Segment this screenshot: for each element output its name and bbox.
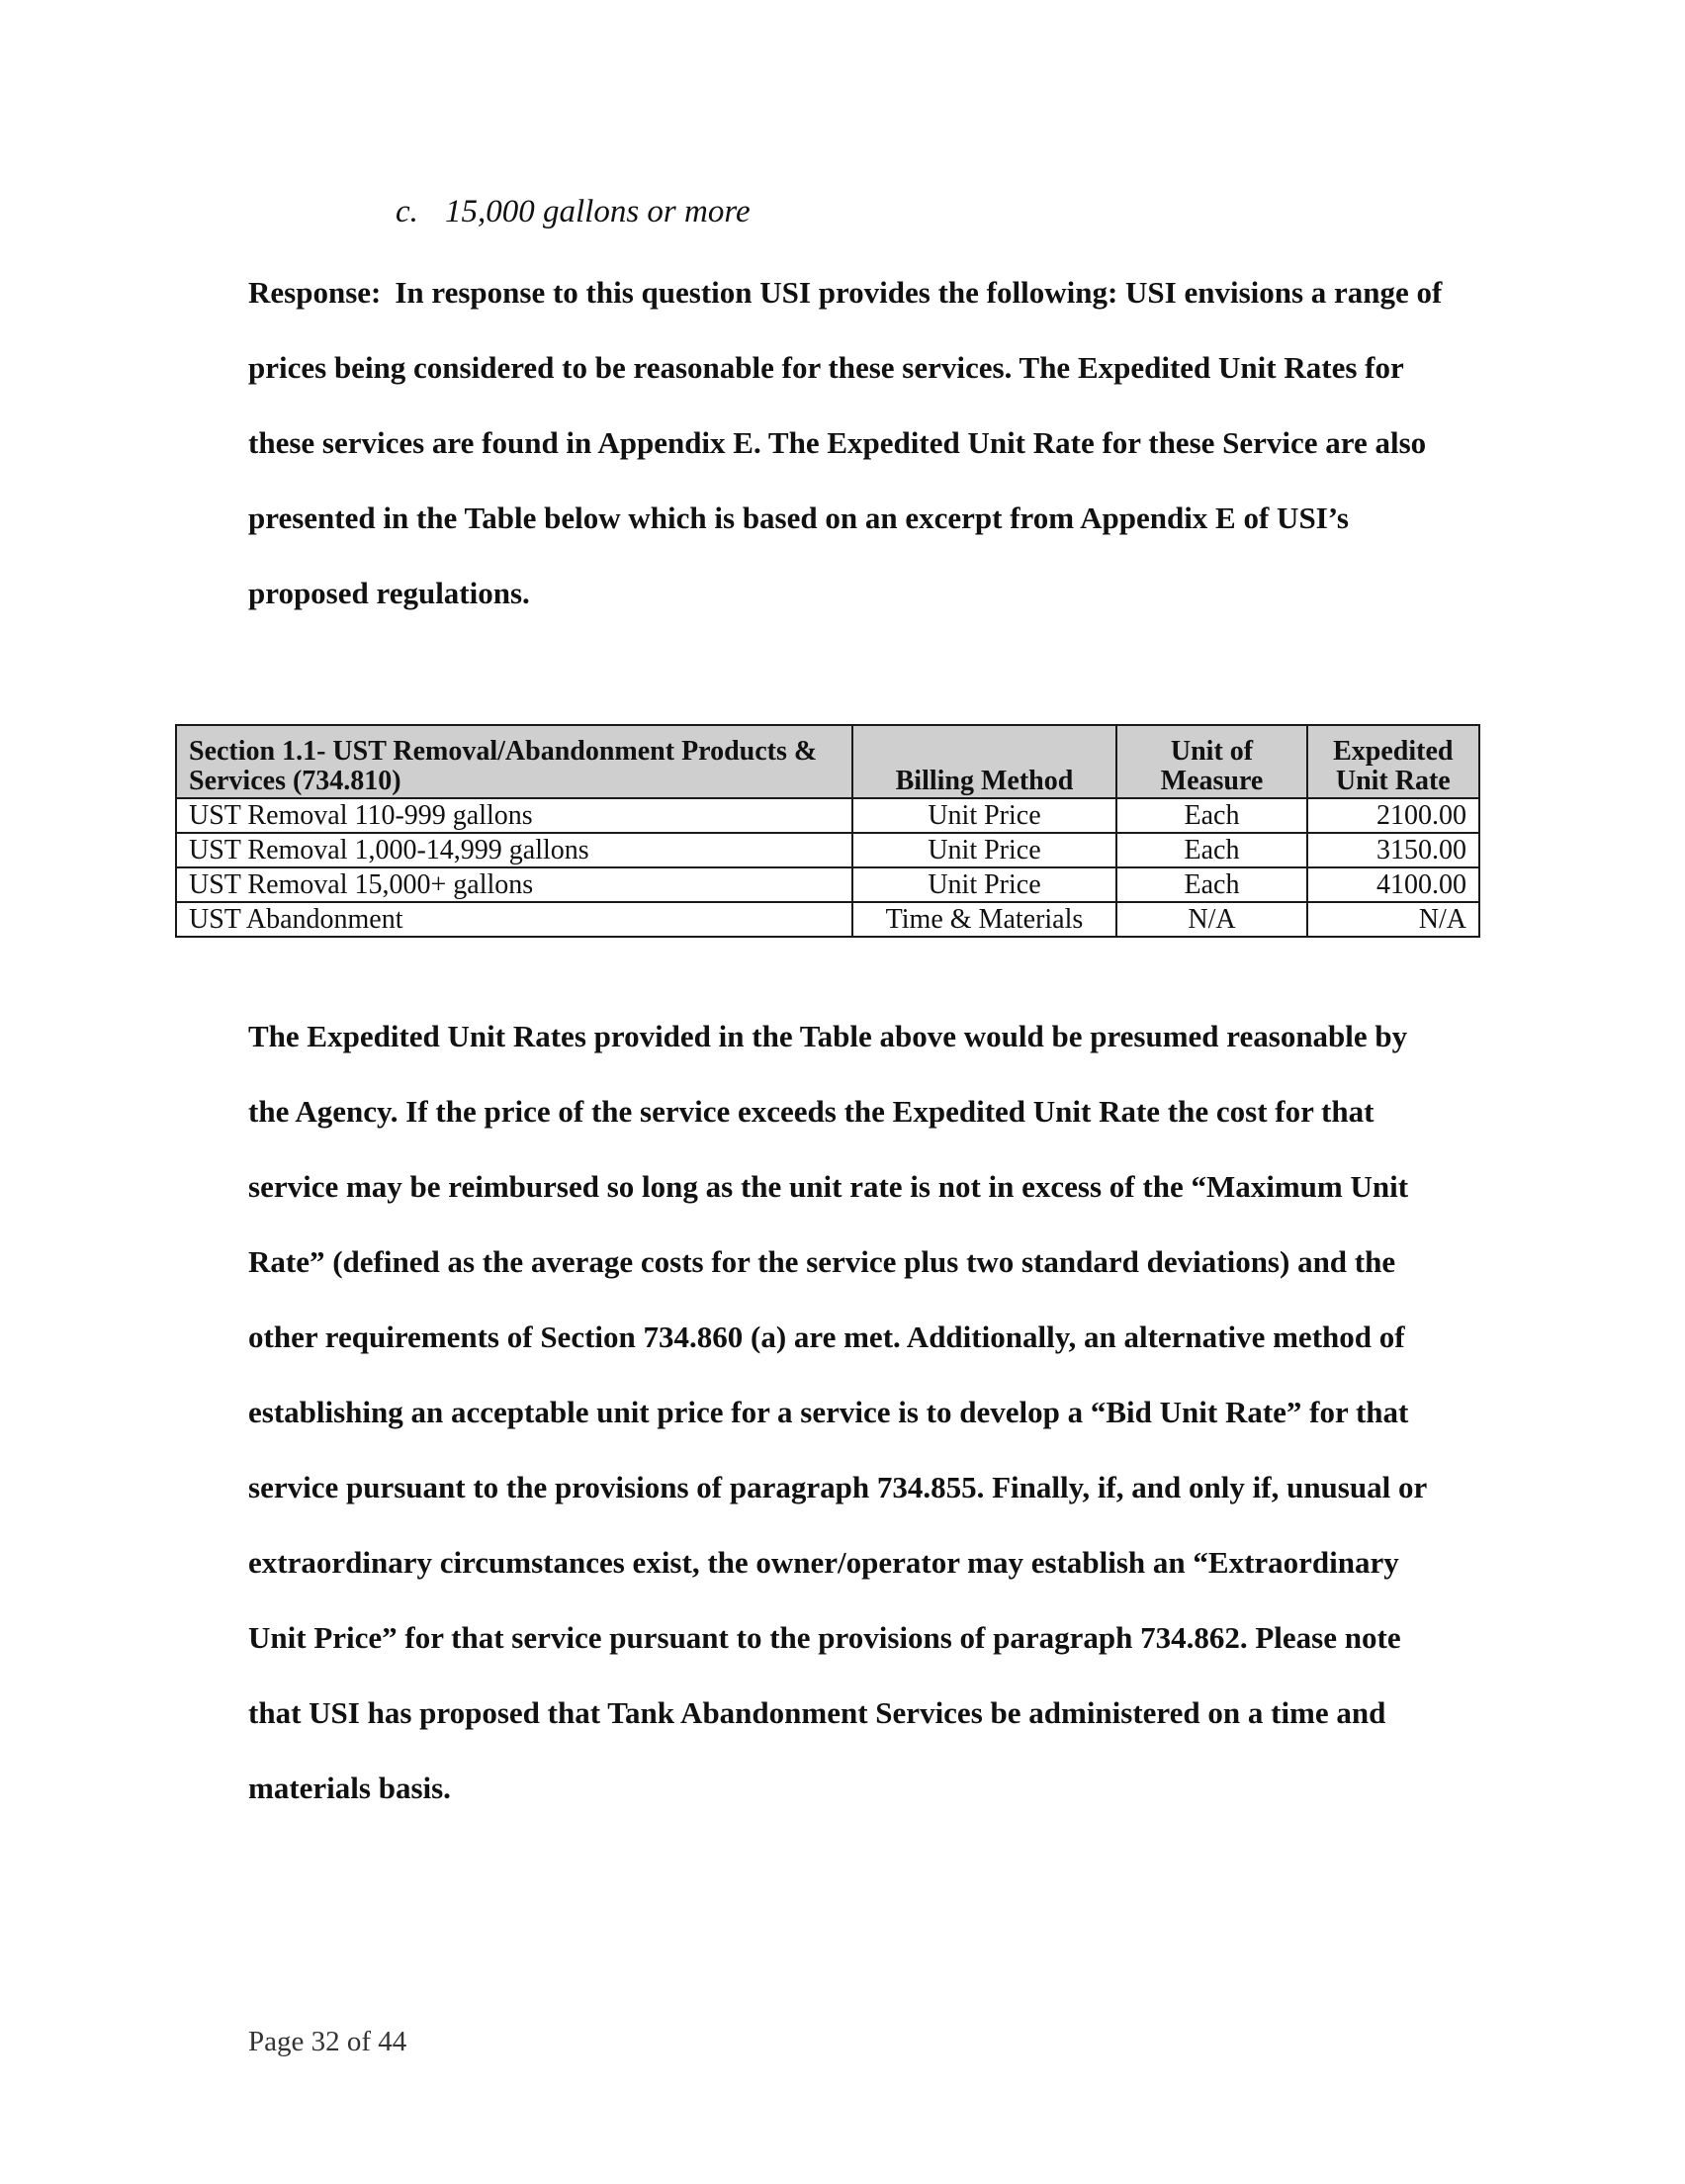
- cell-rate: 3150.00: [1307, 833, 1479, 867]
- cell-service: UST Removal 15,000+ gallons: [176, 867, 852, 902]
- cell-billing-method: Unit Price: [852, 798, 1117, 833]
- cell-rate: N/A: [1307, 902, 1479, 937]
- list-subitem: [396, 194, 751, 230]
- cell-unit: Each: [1116, 867, 1306, 902]
- subitem-letter: c.: [396, 194, 418, 229]
- header-unit-of-measure: Unit of Measure: [1116, 725, 1306, 798]
- header-billing-method: Billing Method: [852, 725, 1117, 798]
- cell-unit: N/A: [1116, 902, 1306, 937]
- response-label: Response:: [248, 275, 382, 310]
- table-row: [176, 833, 1479, 867]
- cell-billing-method: Unit Price: [852, 833, 1117, 867]
- cell-rate: 2100.00: [1307, 798, 1479, 833]
- header-section: Section 1.1- UST Removal/Abandonment Products & Services (734.810): [176, 725, 852, 798]
- cell-service: UST Abandonment: [176, 902, 852, 937]
- cell-billing-method: Time & Materials: [852, 902, 1117, 937]
- cell-unit: Each: [1116, 833, 1306, 867]
- closing-paragraph: The Expedited Unit Rates provided in the Table above would be presumed reasonable by the Agency. If the price of the service exceeds the Expedited Unit Rate the cost for that service may be reimbursed so long as the unit rate is not in excess of the “Maximum Unit Rate” (defined as the average costs for the service plus two standard deviations) and the other requirements of Section 734.860 (a) are met. Additionally, an alternative method of establishing an acceptable unit price for a service is to develop a “Bid Unit Rate” for that service pursuant to the provisions of paragraph 734.855. Finally, if, and only if, unusual or extraordinary circumstances exist, the owner/operator may establish an “Extraordinary Unit Price” for that service pursuant to the provisions of paragraph 734.862. Please note that USI has proposed that Tank Abandonment Services be administered on a time and materials basis.: [248, 1019, 1427, 1805]
- cell-billing-method: Unit Price: [852, 867, 1117, 902]
- cell-service: UST Removal 1,000-14,999 gallons: [176, 833, 852, 867]
- rates-table: [175, 724, 1480, 938]
- table-row: [176, 798, 1479, 833]
- cell-rate: 4100.00: [1307, 867, 1479, 902]
- page-number-footer: Page 32 of 44: [248, 2026, 407, 2057]
- table-header-row: [176, 725, 1479, 798]
- cell-service: UST Removal 110-999 gallons: [176, 798, 852, 833]
- table-row: [176, 902, 1479, 937]
- response-text: In response to this question USI provides the following: USI envisions a range of prices being considered to be reasonable for these services. The Expedited Unit Rates for these services are found in Appendix E. The Expedited Unit Rate for these Service are also presented in the Table below which is based on an excerpt from Appendix E of USI’s proposed regulations.: [248, 275, 1443, 610]
- table-row: [176, 867, 1479, 902]
- cell-unit: Each: [1116, 798, 1306, 833]
- header-expedited-unit-rate: Expedited Unit Rate: [1307, 725, 1479, 798]
- response-paragraph: [248, 255, 1445, 631]
- subitem-text: 15,000 gallons or more: [445, 194, 751, 229]
